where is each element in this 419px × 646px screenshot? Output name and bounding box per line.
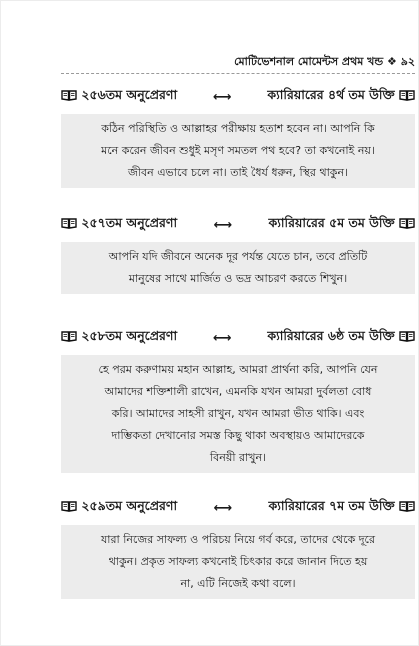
quote-line: হে পরম করুণাময় মহান আল্লাহ, আমরা প্রার্থনা করি, আপনি যেন <box>98 363 378 376</box>
quote-section <box>61 498 415 599</box>
open-book-icon <box>399 500 415 512</box>
inspiration-number: ২৫৬তম অনুপ্রেরণা <box>81 87 178 102</box>
quote-line: আপনি যদি জীবনে অনেক দূর পর্যন্ত যেতে চান, তবে প্রতিটি <box>108 250 368 263</box>
open-book-icon <box>61 500 77 512</box>
open-book-icon <box>61 217 77 229</box>
quote-line: দাম্ভিকতা দেখানোর সমস্ত কিছু থাকা অবস্থায়ও আমাদেরকে <box>111 429 365 442</box>
section-title <box>61 498 415 518</box>
quote-section <box>61 87 415 188</box>
quote-text-box <box>61 525 415 599</box>
quote-text-box <box>61 242 415 294</box>
double-arrow-icon: ⟷ <box>213 217 233 233</box>
header-divider <box>61 73 415 74</box>
quote-label: ক্যারিয়ারের ৬ষ্ঠ তম উক্তি <box>267 328 395 343</box>
open-book-icon <box>399 330 415 342</box>
inspiration-number: ২৫৮তম অনুপ্রেরণা <box>81 328 178 343</box>
quote-line: জীবন এভাবে চলে না। তাই ধৈর্য ধরুন, স্থির থাকুন। <box>128 166 348 179</box>
section-title <box>61 215 415 235</box>
quote-line: করি। আমাদের সাহসী রাখুন, যখন আমরা ভীত থাকি। এবং <box>111 407 365 420</box>
open-book-icon <box>399 89 415 101</box>
inspiration-number: ২৫৯তম অনুপ্রেরণা <box>81 498 178 513</box>
running-header: মোটিভেশনাল মোমেন্টস প্রথম খন্ড ❖ ৯২ <box>234 55 415 68</box>
quote-label: ক্যারিয়ারের ৪র্থ তম উক্তি <box>267 87 395 102</box>
section-title <box>61 328 415 348</box>
quote-label: ক্যারিয়ারের ৫ম তম উক্তি <box>268 215 395 230</box>
open-book-icon <box>399 217 415 229</box>
open-book-icon <box>61 330 77 342</box>
quote-text-box <box>61 355 415 473</box>
double-arrow-icon: ⟷ <box>213 500 233 516</box>
quote-line: মানুষের সাথে মার্জিত ও ভদ্র আচরণ করতে শিখুন। <box>128 272 348 285</box>
quote-label: ক্যারিয়ারের ৭ম তম উক্তি <box>268 498 395 513</box>
quote-line: আমাদের শক্তিশালী রাখেন, এমনকি যখন আমরা দুর্বলতা বোধ <box>104 385 372 398</box>
double-arrow-icon: ⟷ <box>212 330 232 346</box>
section-title <box>61 87 415 107</box>
quote-line: বিনয়ী রাখুন। <box>210 451 266 464</box>
quote-line: মনে করেন জীবন শুধুই মসৃণ সমতল পথ হবে? তা কখনোই নয়। <box>101 144 375 157</box>
open-book-icon <box>61 89 77 101</box>
quote-line: কঠিন পরিস্থিতি ও আল্লাহর পরীক্ষায় হতাশ হবেন না। আপনি কি <box>101 122 375 135</box>
quote-line: না, এটি নিজেই কথা বলে। <box>180 577 296 590</box>
quote-line: যারা নিজের সাফল্য ও পরিচয় নিয়ে গর্ব করে, তাদের থেকে দূরে <box>100 533 376 546</box>
quote-line: থাকুন। প্রকৃত সাফল্য কখনোই চিৎকার করে জানান দিতে হয় <box>108 555 368 568</box>
double-arrow-icon: ⟷ <box>212 89 232 105</box>
inspiration-number: ২৫৭তম অনুপ্রেরণা <box>81 215 178 230</box>
quote-text-box <box>61 114 415 188</box>
quote-section <box>61 328 415 473</box>
quote-section <box>61 215 415 294</box>
